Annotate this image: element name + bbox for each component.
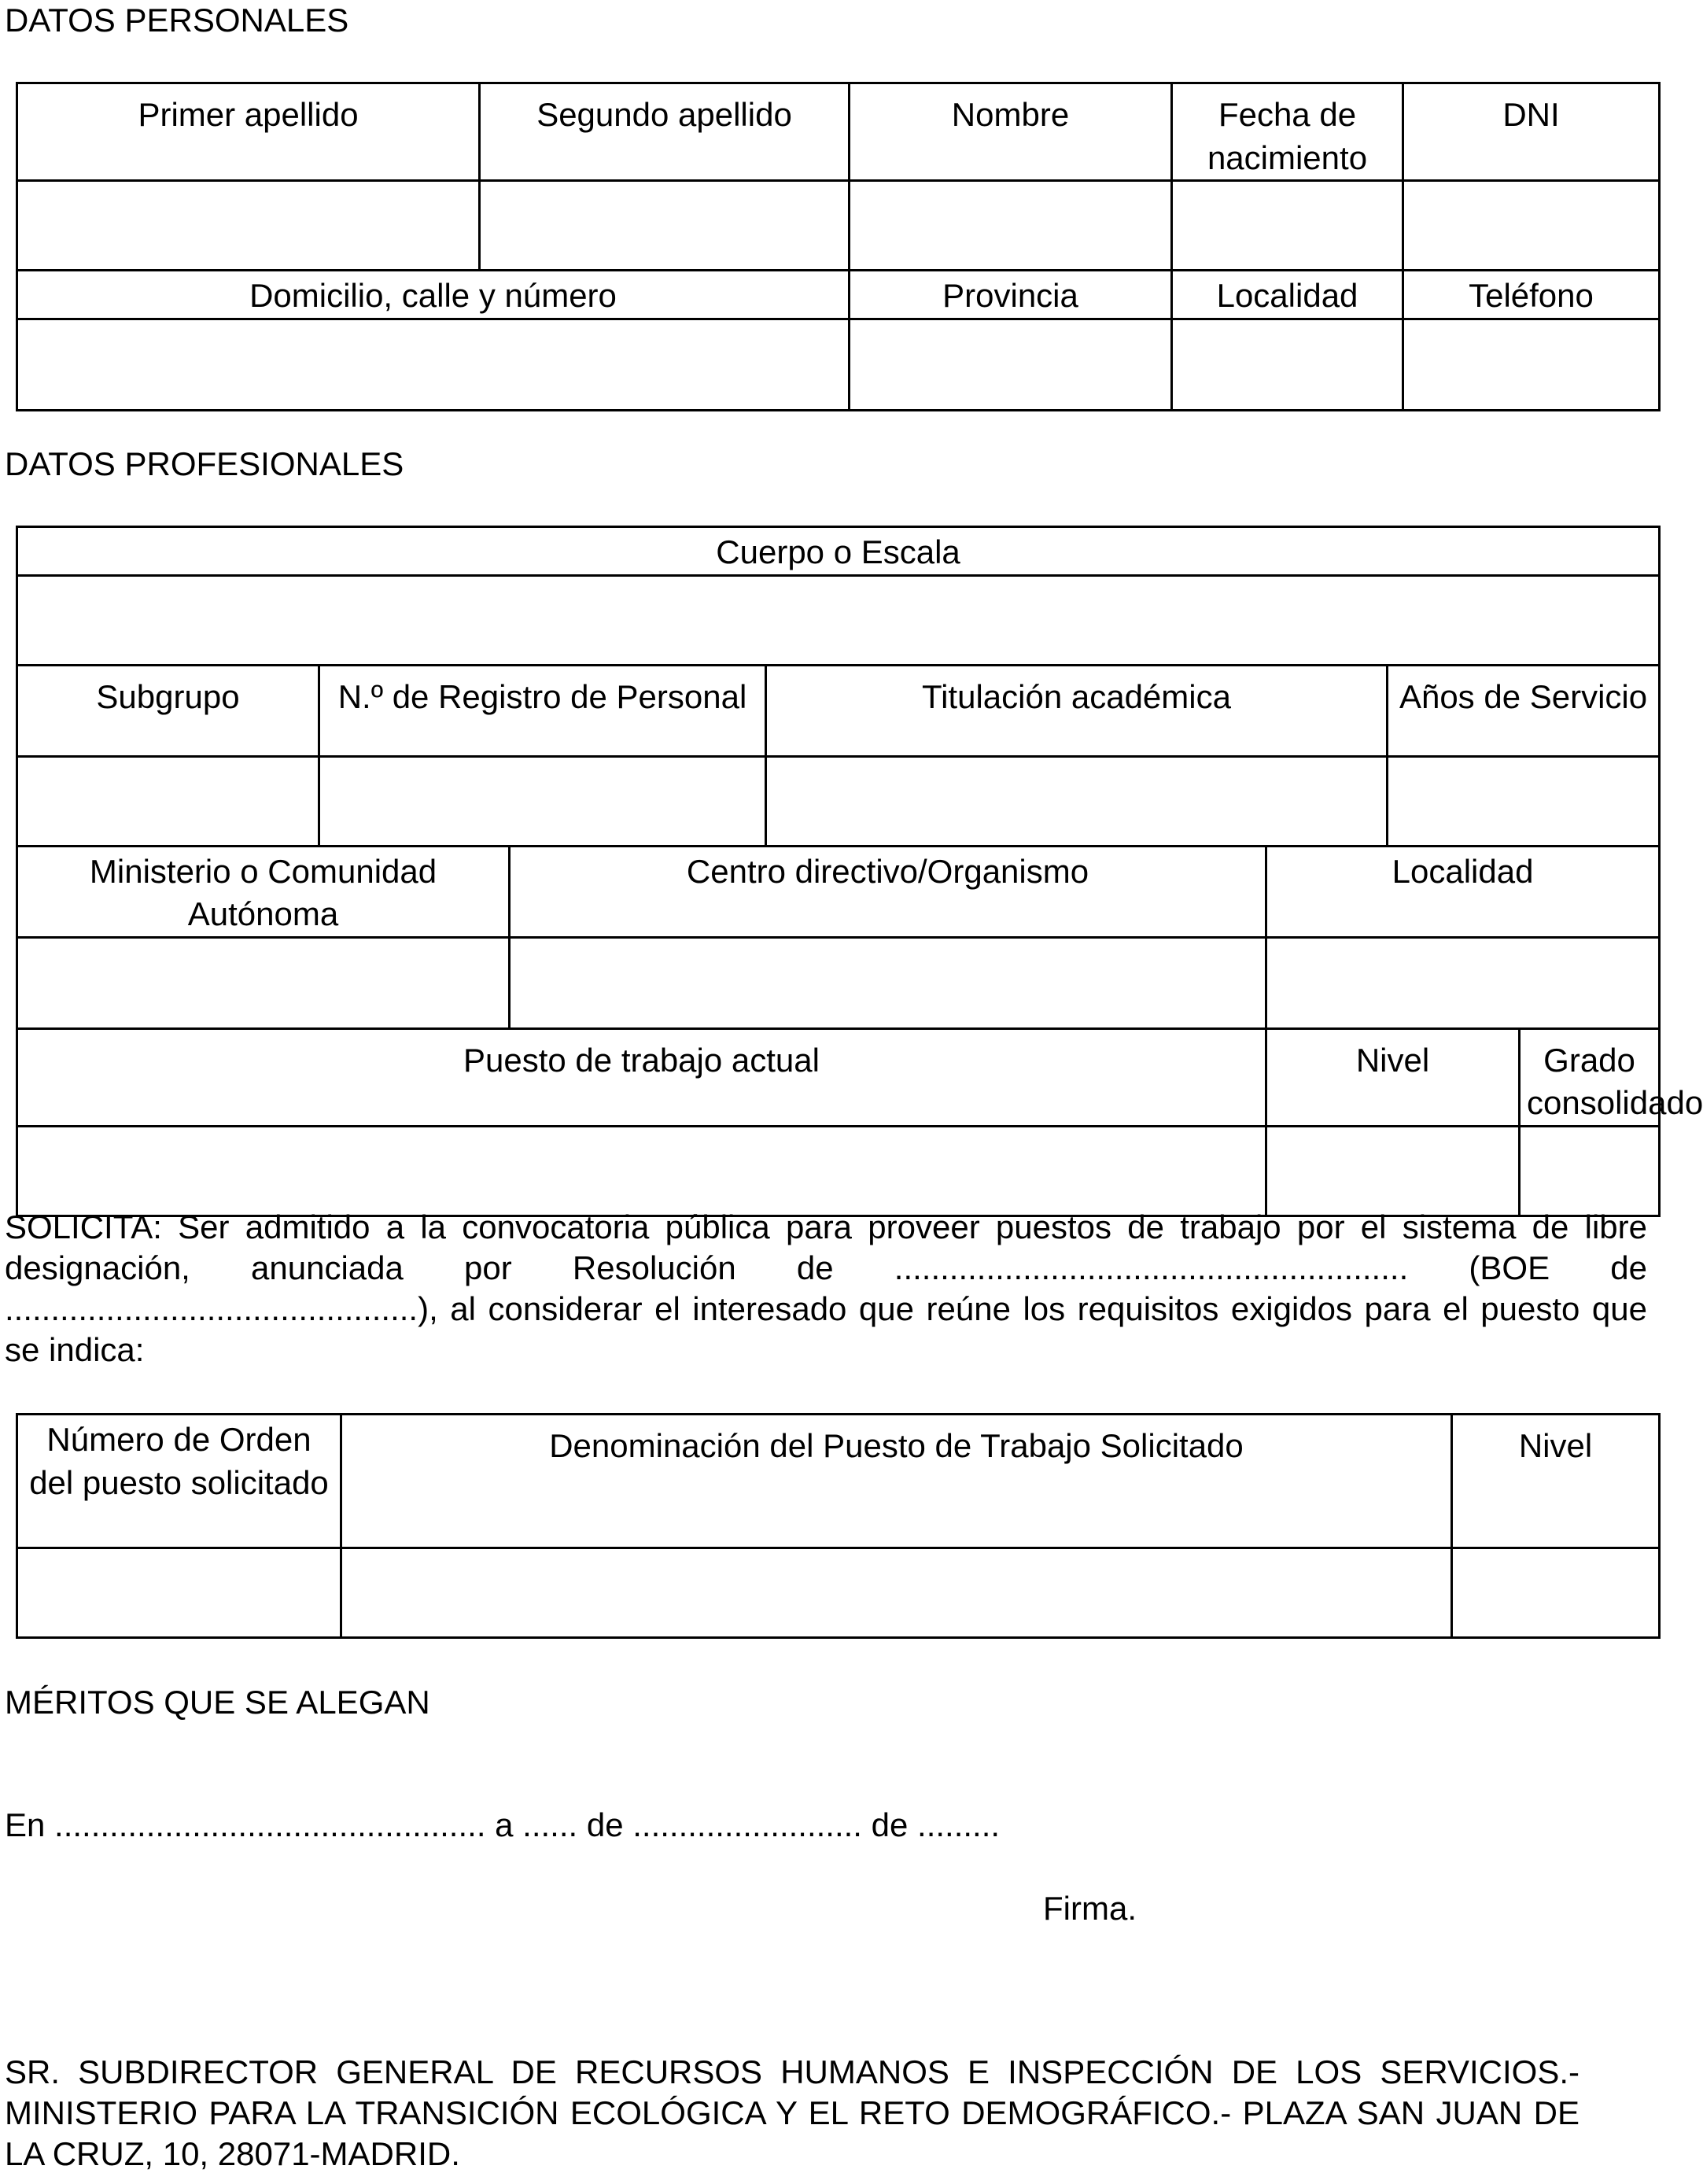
ministerio-field[interactable] — [17, 937, 510, 1028]
registro-personal-header: N.º de Registro de Personal — [319, 665, 766, 756]
cuerpo-escala-field[interactable] — [17, 575, 1660, 665]
centro-directivo-header: Centro directivo/Organismo — [510, 846, 1266, 937]
denominacion-field[interactable] — [341, 1548, 1452, 1638]
titulacion-header: Titulación académica — [766, 665, 1388, 756]
personal-heading: DATOS PERSONALES — [5, 2, 349, 39]
grado-consolidado-field[interactable] — [1520, 1126, 1660, 1216]
place-date-line: En ............................................... a ...... de ......................... de ......... — [5, 1806, 1001, 1843]
firma-label: Firma. — [1043, 1890, 1137, 1927]
segundo-apellido-field[interactable] — [480, 181, 850, 271]
numero-orden-header: Número de Orden del puesto solicitado — [17, 1415, 341, 1548]
nombre-header: Nombre — [850, 83, 1172, 181]
primer-apellido-field[interactable] — [17, 181, 480, 271]
localidad-field[interactable] — [1172, 319, 1403, 410]
localidad-prof-field[interactable] — [1266, 937, 1660, 1028]
cuerpo-escala-header: Cuerpo o Escala — [17, 527, 1660, 576]
domicilio-header: Domicilio, calle y número — [17, 271, 850, 319]
subgrupo-field[interactable] — [17, 756, 319, 846]
dni-header: DNI — [1403, 83, 1660, 181]
subgrupo-header: Subgrupo — [17, 665, 319, 756]
centro-directivo-field[interactable] — [510, 937, 1266, 1028]
addressee-paragraph: SR. SUBDIRECTOR GENERAL DE RECURSOS HUMANOS E INSPECCIÓN DE LOS SERVICIOS.-MINISTERIO PARA LA TRANSICIÓN ECOLÓGICA Y EL RETO DEMOGRÁFICO.- PLAZA SAN JUAN DE LA CRUZ, 10, 28071-MADRID. — [5, 2053, 1580, 2172]
anos-servicio-field[interactable] — [1388, 756, 1660, 846]
personal-data-table — [16, 82, 1661, 411]
telefono-field[interactable] — [1403, 319, 1660, 410]
ministerio-header: Ministerio o Comunidad Autónoma — [17, 846, 510, 937]
nivel-field[interactable] — [1266, 1126, 1520, 1216]
fecha-nacimiento-field[interactable] — [1172, 181, 1403, 271]
primer-apellido-header: Primer apellido — [17, 83, 480, 181]
segundo-apellido-header: Segundo apellido — [480, 83, 850, 181]
numero-orden-field[interactable] — [17, 1548, 341, 1638]
telefono-header: Teléfono — [1403, 271, 1660, 319]
titulacion-field[interactable] — [766, 756, 1388, 846]
registro-personal-field[interactable] — [319, 756, 766, 846]
nivel-solicitado-header: Nivel — [1452, 1415, 1660, 1548]
meritos-heading: MÉRITOS QUE SE ALEGAN — [5, 1684, 430, 1721]
dni-field[interactable] — [1403, 181, 1660, 271]
provincia-header: Provincia — [850, 271, 1172, 319]
provincia-field[interactable] — [850, 319, 1172, 410]
fecha-nacimiento-header: Fecha de nacimiento — [1172, 83, 1403, 181]
nivel-header: Nivel — [1266, 1028, 1520, 1126]
puesto-actual-field[interactable] — [17, 1126, 1266, 1216]
domicilio-field[interactable] — [17, 319, 850, 410]
denominacion-header: Denominación del Puesto de Trabajo Solicitado — [341, 1415, 1452, 1548]
professional-data-table — [16, 526, 1703, 1217]
nombre-field[interactable] — [850, 181, 1172, 271]
puesto-actual-header: Puesto de trabajo actual — [17, 1028, 1266, 1126]
requested-position-table — [16, 1413, 1661, 1639]
grado-consolidado-header: Grado consolidado — [1520, 1028, 1660, 1126]
nivel-solicitado-field[interactable] — [1452, 1548, 1660, 1638]
localidad-prof-header: Localidad — [1266, 846, 1660, 937]
localidad-header: Localidad — [1172, 271, 1403, 319]
professional-heading: DATOS PROFESIONALES — [5, 445, 404, 482]
anos-servicio-header: Años de Servicio — [1388, 665, 1660, 756]
solicita-paragraph: SOLICITA: Ser admitido a la convocatoria pública para proveer puestos de trabajo por el sistema de libre designación, anunciada por Resolución de ........................................................ (BOE de .............................................), al considerar el interesado que reúne los requisitos exigidos para el puesto que se indica: — [5, 1208, 1647, 1368]
